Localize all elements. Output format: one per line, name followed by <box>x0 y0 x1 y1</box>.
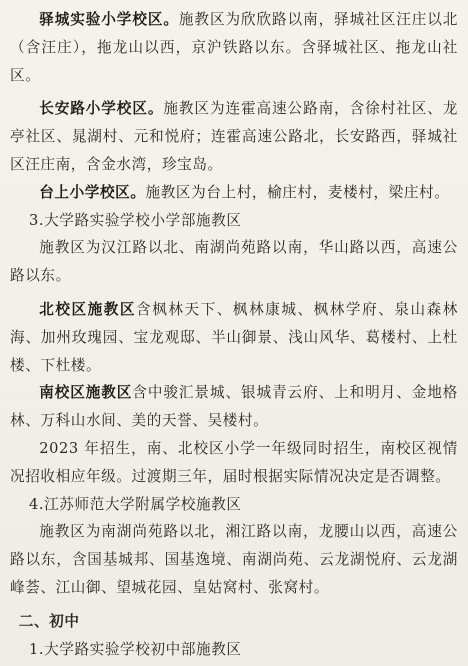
paragraph-2023: 2023 年招生，南、北校区小学一年级同时招生，南校区视情况招收相应年级。过渡期三年，届时根据实际情况决定是否调整。 <box>10 439 458 485</box>
subheading-daxuelu-junior: 1.大学路实验学校初中部施教区 <box>28 640 242 658</box>
paragraph-taishang <box>10 179 458 207</box>
paragraph-text: 含枫林天下、枫林康城、枫林学府、泉山森林海、加州玫瑰园、宝龙观邸、半山御景、浅山风华、葛楼村、上杜楼、下杜楼。 <box>10 300 458 374</box>
paragraph-daxuelu: 施教区为汉江路以北、南湖尚苑路以南，华山路以西，高速公路以东。 <box>10 239 458 285</box>
school-name: 驿城实验小学校区。 <box>39 11 179 28</box>
paragraph-jsnu: 施教区为南湖尚苑路以北，湘江路以南，龙腰山以西，高速公路以东，含国基城邦、国基逸境、南湖尚苑、云龙湖悦府、云龙湖峰荟、江山御、望城花园、皇姑窝村、张窝村。 <box>10 523 458 596</box>
school-name: 长安路小学校区。 <box>39 100 164 118</box>
section-heading-junior: 二、初中 <box>18 612 80 630</box>
paragraph-changanlu <box>10 95 458 178</box>
paragraph-yicheng <box>10 6 458 89</box>
school-name: 台上小学校区。 <box>39 183 146 201</box>
campus-name: 北校区施教区 <box>39 300 137 318</box>
subheading-daxuelu: 3.大学路实验学校小学部施教区 <box>28 211 242 229</box>
campus-name: 南校区施教区 <box>39 384 133 402</box>
paragraph-text: 施教区为欣欣路以南，驿城社区汪庄以北（含汪庄），拖龙山以西，京沪铁路以东。含驿城社区、拖龙山社区。 <box>10 11 458 84</box>
paragraph-north-campus <box>10 296 458 379</box>
paragraph-text: 施教区为连霍高速公路南，含徐村社区、龙亭社区、晁湖村、元和悦府；连霍高速公路北，长安路西，驿城社区汪庄南，含金水湾，珍宝岛。 <box>10 100 458 173</box>
paragraph-text: 含中骏汇景城、银城青云府、上和明月、金地格林、万科山水间、美的天誉、吴楼村。 <box>10 384 458 430</box>
paragraph-text: 施教区为台上村，榆庄村，麦楼村，梁庄村。 <box>145 183 450 201</box>
subheading-jsnu: 4.江苏师范大学附属学校施教区 <box>28 495 242 513</box>
paragraph-south-campus <box>10 379 458 435</box>
